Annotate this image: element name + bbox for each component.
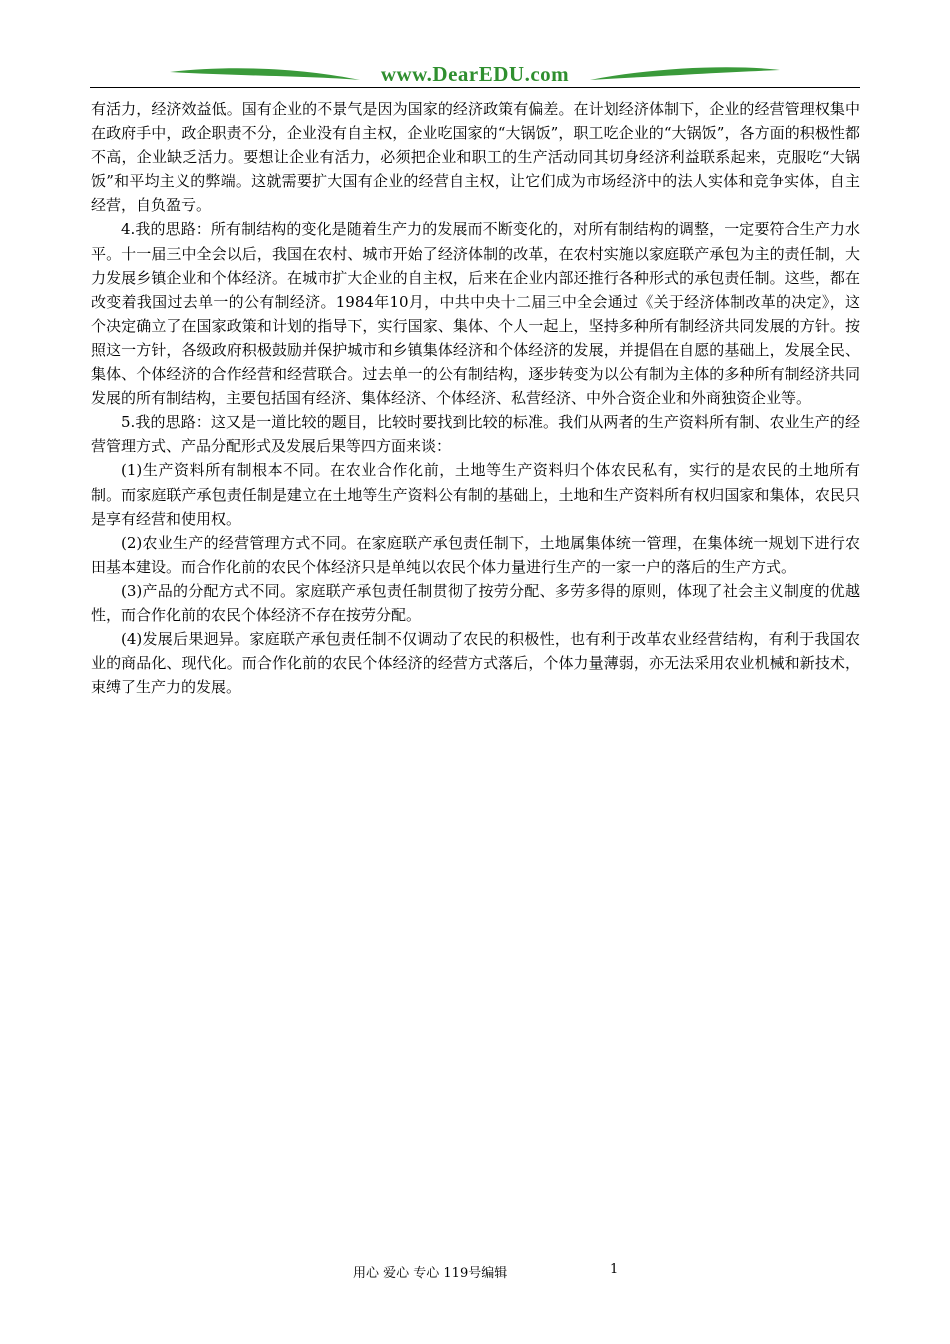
header-divider	[90, 87, 860, 88]
page-footer	[0, 1262, 950, 1282]
document-body	[91, 97, 860, 699]
paragraph: 4.我的思路：所有制结构的变化是随着生产力的发展而不断变化的，对所有制结构的调整，一定要符合生产力水平。十一届三中全会以后，我国在农村、城市开始了经济体制的改革，在农村实施以家庭联产承包为主的责任制，大力发展乡镇企业和个体经济。在城市扩大企业的自主权，后来在企业内部还推行各种形式的承包责任制。这些，都在改变着我国过去单一的公有制经济。1984年10月，中共中央十二届三中全会通过《关于经济体制改革的决定》，这个决定确立了在国家政策和计划的指导下，实行国家、集体、个人一起上，坚持多种所有制经济共同发展的方针。按照这一方针，各级政府积极鼓励并保护城市和乡镇集体经济和个体经济的发展，并提倡在自愿的基础上，发展全民、集体、个体经济的合作经营和经营联合。过去单一的公有制结构，逐步转变为以公有制为主体的多种所有制经济共同发展的所有制结构，主要包括国有经济、集体经济、个体经济、私营经济、中外合资企业和外商独资企业等。	[91, 220, 860, 408]
paragraph: (2)农业生产的经营管理方式不同。在家庭联产承包责任制下，土地属集体统一管理，在集体统一规划下进行农田基本建设。而合作化前的农民个体经济只是单纯以农民个体力量进行生产的一家一户的落后的生产方式。	[91, 533, 860, 576]
paragraph: 5.我的思路：这又是一道比较的题目，比较时要找到比较的标准。我们从两者的生产资料所有制、农业生产的经营管理方式、产品分配形式及发展后果等四方面来谈：	[91, 413, 860, 456]
paragraph: 有活力，经济效益低。国有企业的不景气是因为国家的经济政策有偏差。在计划经济体制下，企业的经营管理权集中在政府手中，政企职责不分，企业没有自主权，企业吃国家的“大锅饭”，职工吃企业的“大锅饭”，各方面的积极性都不高，企业缺乏活力。要想让企业有活力，必须把企业和职工的生产活动同其切身经济利益联系起来，克服吃“大锅饭”和平均主义的弊端。这就需要扩大国有企业的经营自主权，让它们成为市场经济中的法人实体和竞争实体，自主经营，自负盈亏。	[91, 100, 860, 215]
header-banner	[90, 60, 860, 90]
site-logo-text: www.DearEDU.com	[380, 62, 570, 86]
paragraph: (4)发展后果迥异。家庭联产承包责任制不仅调动了农民的积极性，也有利于改革农业经营结构，有利于我国农业的商品化、现代化。而合作化前的农民个体经济的经营方式落后，个体力量薄弱，亦无法采用农业机械和新技术，束缚了生产力的发展。	[91, 630, 860, 697]
footer-text: 用心 爱心 专心 119号编辑	[353, 1266, 508, 1281]
page-number: 1	[610, 1262, 619, 1277]
paragraph: (1)生产资料所有制根本不同。在农业合作化前，土地等生产资料归个体农民私有，实行的是农民的土地所有制。而家庭联产承包责任制是建立在土地等生产资料公有制的基础上，土地和生产资料所有权归国家和集体，农民只是享有经营和使用权。	[91, 461, 860, 528]
paragraph: (3)产品的分配方式不同。家庭联产承包责任制贯彻了按劳分配、多劳多得的原则，体现了社会主义制度的优越性，而合作化前的农民个体经济不存在按劳分配。	[91, 581, 860, 624]
